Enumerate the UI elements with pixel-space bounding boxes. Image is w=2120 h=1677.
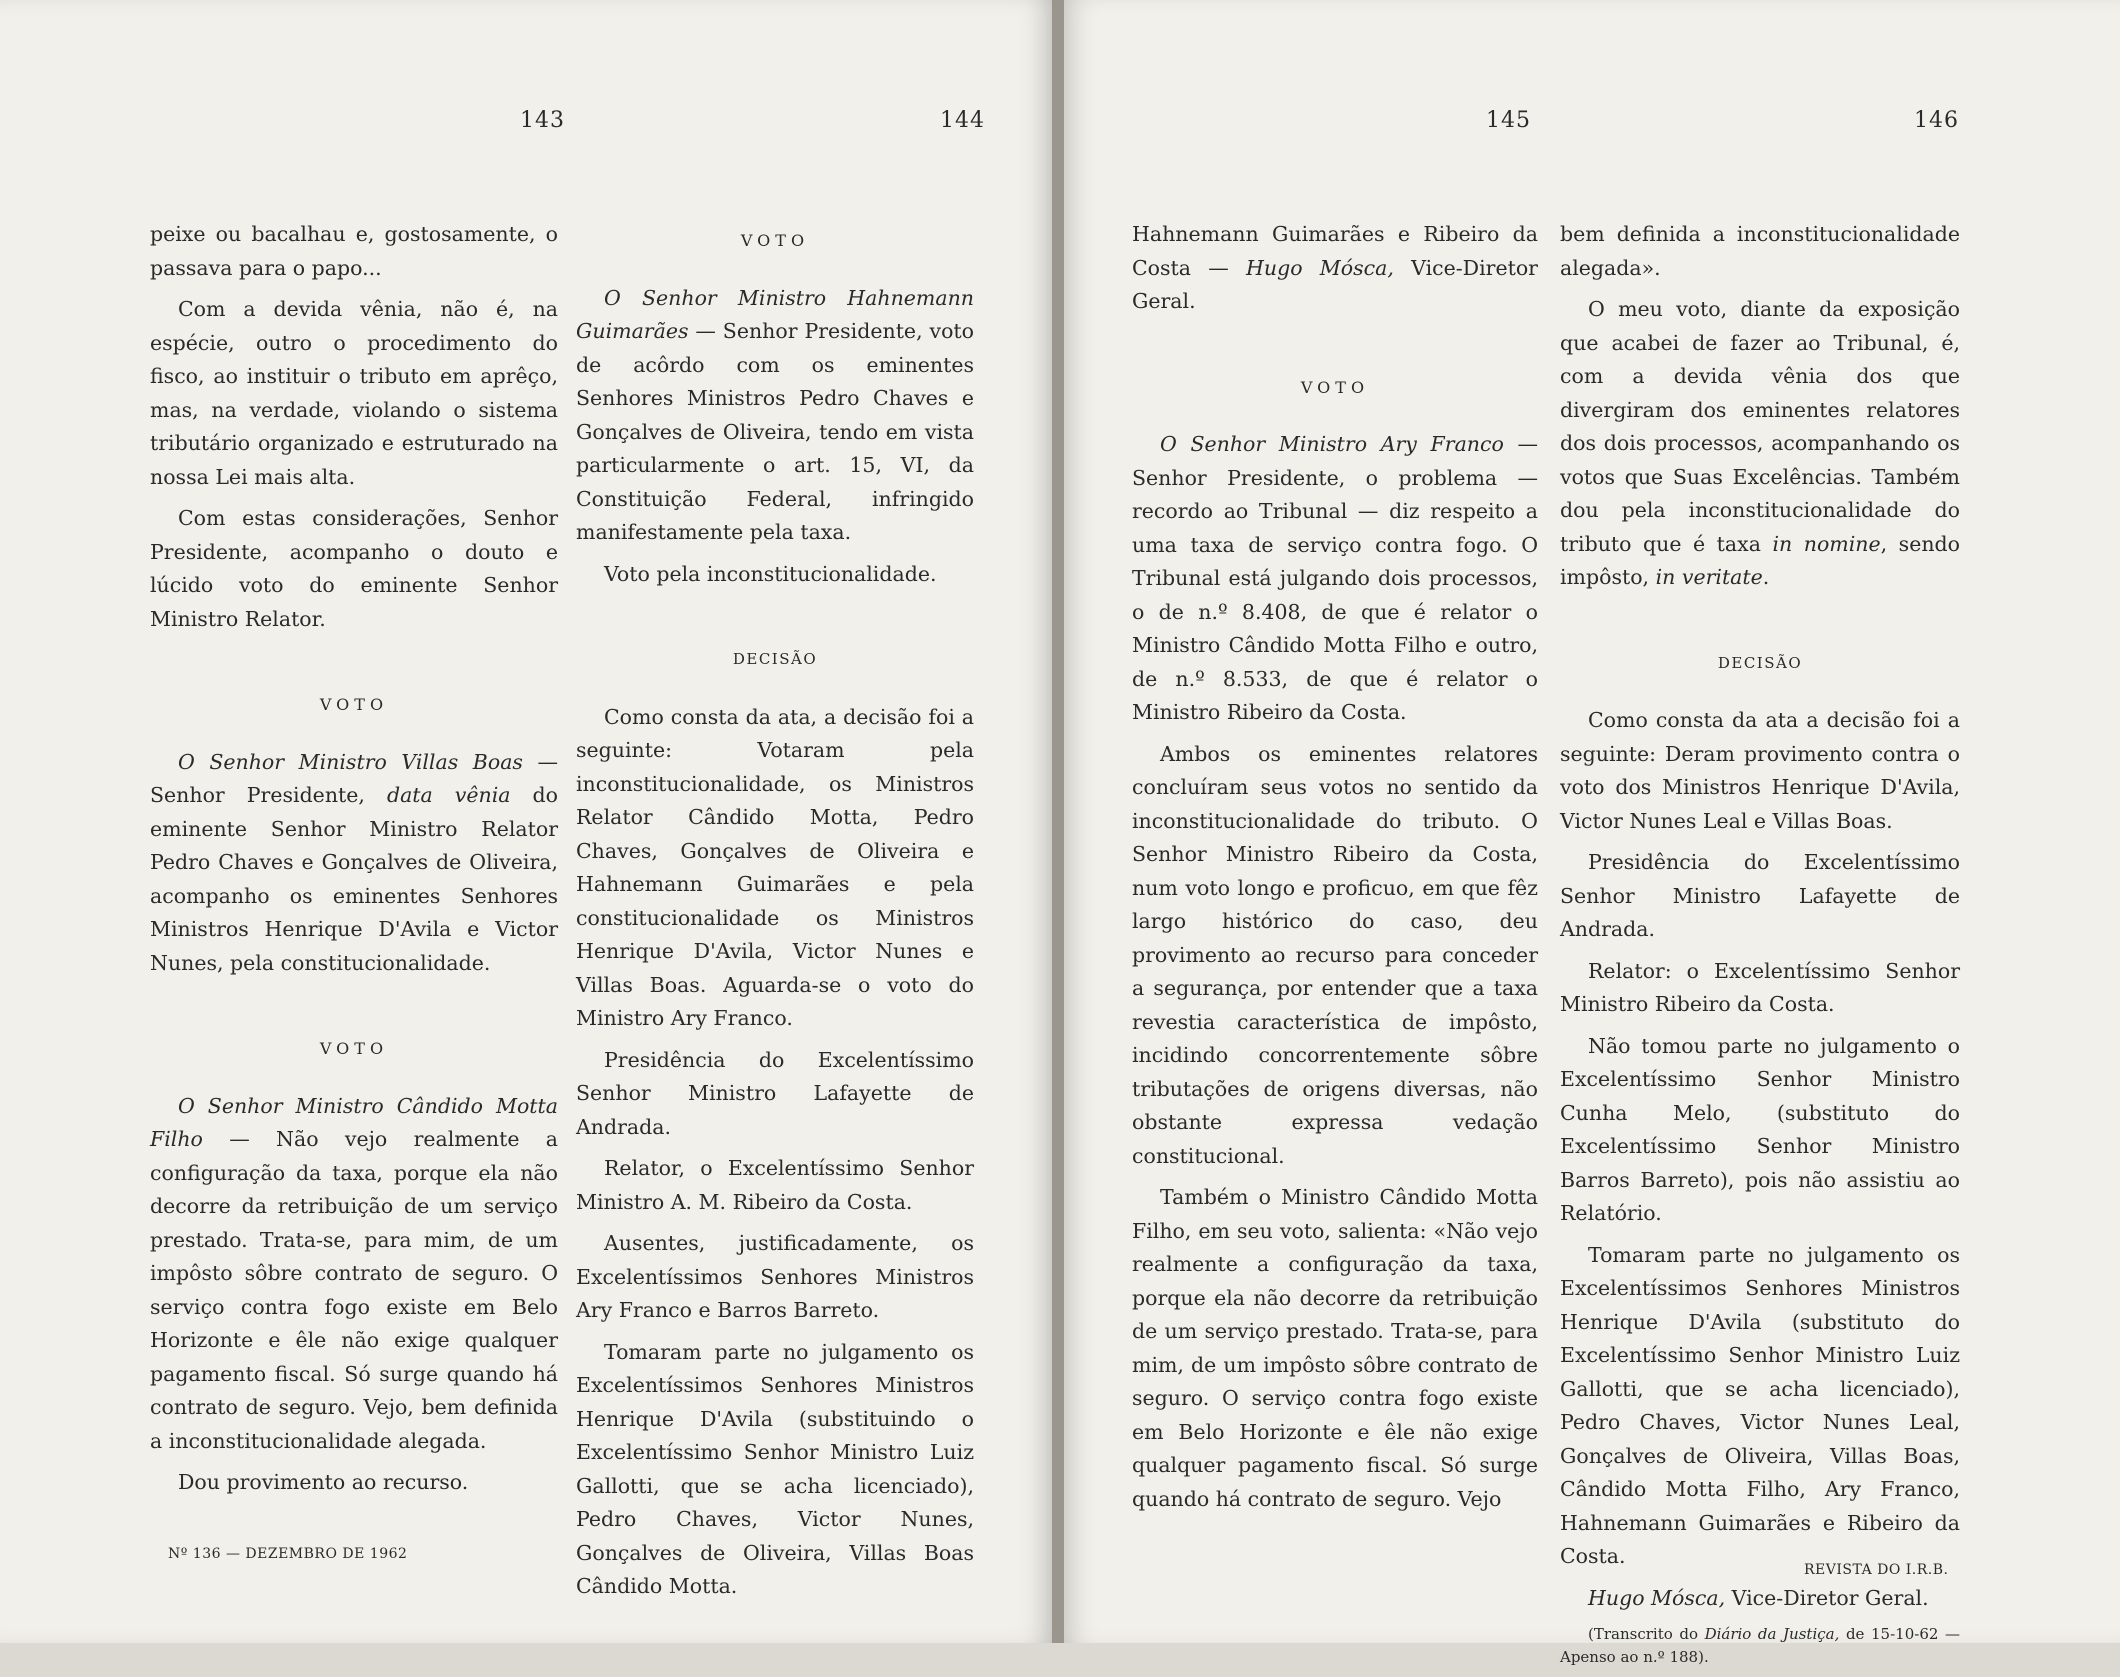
page-number-145: 145 (1486, 108, 1531, 133)
paragraph: Não tomou parte no julgamento o Excelentíssimo Senhor Ministro Cunha Melo, (substituto do Excelentíssimo Senhor Ministro Barros Barreto), pois não assistiu ao Relatório. (1560, 1033, 1960, 1225)
left-page (0, 0, 1052, 1643)
vote-paragraph: O Senhor Ministro Villas Boas — Senhor Presidente, data vênia do eminente Senhor Ministro Relator Pedro Chaves e Gonçalves de Oliveira, acompanho os eminentes Senhores Ministros Henrique D'Avila e Victor Nunes, pela constitucionalidade. (150, 749, 559, 975)
section-heading: DECISÃO (732, 650, 818, 668)
paragraph: Tomaram parte no julgamento os Excelentíssimos Senhores Ministros Henrique D'Avila (substituindo o Excelentíssimo Senhor Ministro Luiz Gallotti, que se acha licenciado), Pedro Chaves, Victor Nunes, Gonçalves de Oliveira, Villas Boas Cândido Motta. (576, 1339, 974, 1598)
paragraph: O meu voto, diante da exposição que acabei de fazer ao Tribunal, é, com a devida vênia dos que divergiram dos eminentes relatores dos dois processos, acompanhando os votos que Suas Excelências. Também dou pela inconstitucionalidade do tributo que é taxa in nomine, sendo impôsto, in veritate. (1560, 297, 1960, 589)
column-page-143 (150, 218, 558, 1508)
section-heading: VOTO (319, 695, 389, 714)
paragraph: Também o Ministro Cândido Motta Filho, em seu voto, salienta: «Não vejo realmente a configuração da taxa, porque ela não decorre da retribuição de um serviço prestado. Trata-se, para mim, de um impôsto sôbre contrato de seguro. O serviço contra fogo existe em Belo Horizonte e êle não exige qualquer pagamento fiscal. Só surge quando há contrato de seguro. Vejo (1132, 1185, 1538, 1511)
page-number-144: 144 (940, 108, 985, 133)
vote-paragraph: O Senhor Ministro Ary Franco — Senhor Presidente, o problema — recordo ao Tribunal — diz respeito a uma taxa de serviço contra fogo. O Tribunal está julgando dois processos, o de n.º 8.408, de que é relator o Ministro Cândido Motta Filho e outro, de n.º 8.533, de que é relator o Ministro Ribeiro da Costa. (1132, 432, 1538, 724)
footer-issue: Nº 136 — DEZEMBRO DE 1962 (168, 1546, 408, 1562)
vote-paragraph: O Senhor Ministro Hahnemann Guimarães — Senhor Presidente, voto de acôrdo com os eminentes Senhores Ministros Pedro Chaves e Gonçalves de Oliveira, tendo em vista particularmente o art. 15, VI, da Constituição Federal, infringido manifestamente pela taxa. (576, 285, 974, 544)
right-page (1064, 0, 2120, 1666)
section-heading: VOTO (319, 1039, 389, 1058)
paragraph: Com a devida vênia, não é, na espécie, outro o procedimento do fisco, ao instituir o tributo em aprêço, mas, na verdade, violando o sistema tributário organizado e estruturado na nossa Lei mais alta. (150, 297, 558, 489)
paragraph: Relator, o Excelentíssimo Senhor Ministro A. M. Ribeiro da Costa. (576, 1156, 974, 1214)
speaker-name: O Senhor Ministro Cândido Motta Filho (150, 1093, 558, 1151)
section-heading: VOTO (1300, 377, 1370, 397)
paragraph: Relator: o Excelentíssimo Senhor Ministro Ribeiro da Costa. (1560, 958, 1960, 1016)
paragraph: bem definida a inconstitucionalidade alegada». (1560, 222, 1960, 280)
paragraph: Como consta da ata a decisão foi a seguinte: Deram provimento contra o voto dos Ministros Henrique D'Avila, Victor Nunes Leal e Villas Boas. (1560, 708, 1960, 833)
speaker-name: O Senhor Ministro Villas Boas (178, 749, 523, 774)
page-number-146: 146 (1914, 108, 1959, 133)
paragraph: Com estas considerações, Senhor Presidente, acompanho o douto e lúcido voto do eminente Senhor Ministro Relator. (150, 506, 558, 631)
page-number-143: 143 (520, 108, 565, 133)
paragraph: Voto pela inconstitucionalidade. (604, 561, 937, 586)
book-gutter (1052, 0, 1064, 1643)
paragraph: Tomaram parte no julgamento os Excelentíssimos Senhores Ministros Henrique D'Avila (substituto do Excelentíssimo Senhor Ministro Luiz Gallotti, que se acha licenciado), Pedro Chaves, Victor Nunes Leal, Gonçalves de Oliveira, Villas Boas, Cândido Motta Filho, Ary Franco, Hahnemann Guimarães e Ribeiro da Costa. (1560, 1242, 1960, 1568)
paragraph: Ambos os eminentes relatores concluíram seus votos no sentido da inconstitucionalidade do tributo. O Senhor Ministro Ribeiro da Costa, num voto longo e proficuo, em que fêz largo histórico do caso, deu provimento ao recurso para conceder a segurança, por entender que a taxa revestia característica de impôsto, incidindo concorrentemente sôbre tributações de origens diversas, não obstante expressa vedação constitucional. (1132, 741, 1538, 1168)
section-heading: VOTO (740, 231, 810, 250)
speaker-name: O Senhor Ministro Hahnemann Guimarães (576, 285, 974, 343)
speaker-name: O Senhor Ministro Ary Franco (1160, 432, 1504, 456)
column-page-146 (1560, 218, 1960, 1677)
paragraph: Presidência do Excelentíssimo Senhor Ministro Lafayette de Andrada. (1560, 850, 1960, 941)
column-page-144 (576, 218, 974, 1612)
section-heading: DECISÃO (1717, 653, 1803, 672)
paragraph: Dou provimento ao recurso. (178, 1470, 469, 1494)
paragraph: Ausentes, justificadamente, os Excelentíssimos Senhores Ministros Ary Franco e Barros Barreto. (576, 1231, 974, 1322)
paragraph: Presidência do Excelentíssimo Senhor Ministro Lafayette de Andrada. (576, 1047, 974, 1139)
paragraph: Hahnemann Guimarães e Ribeiro da Costa — Hugo Mósca, Vice-Diretor Geral. (1132, 222, 1538, 313)
footer-journal: REVISTA DO I.R.B. (1804, 1562, 1949, 1578)
signature: Hugo Mósca, Vice-Diretor Geral. (1588, 1585, 1929, 1610)
source-note: (Transcrito do Diário da Justiça, de 15-10-62 — Apenso ao n.º 188). (1560, 1625, 1960, 1666)
column-page-145 (1132, 218, 1538, 1524)
paragraph: Como consta da ata, a decisão foi a seguinte: Votaram pela inconstitucionalidade, os Ministros Relator Cândido Motta, Pedro Chaves, Gonçalves de Oliveira e Hahnemann Guimarães e pela constitucionalidade os Ministros Henrique D'Avila, Victor Nunes e Villas Boas. Aguarda-se o voto do Ministro Ary Franco. (576, 704, 974, 1030)
vote-paragraph: O Senhor Ministro Cândido Motta Filho — Não vejo realmente a configuração da taxa, porque ela não decorre da retribuição de um serviço prestado. Trata-se, para mim, de um impôsto sôbre contrato de seguro. O serviço contra fogo existe em Belo Horizonte e êle não exige qualquer pagamento fiscal. Só surge quando há contrato de seguro. Vejo, bem definida a inconstitucionalidade alegada. (150, 1093, 558, 1453)
paragraph: peixe ou bacalhau e, gostosamente, o passava para o papo... (150, 222, 558, 280)
